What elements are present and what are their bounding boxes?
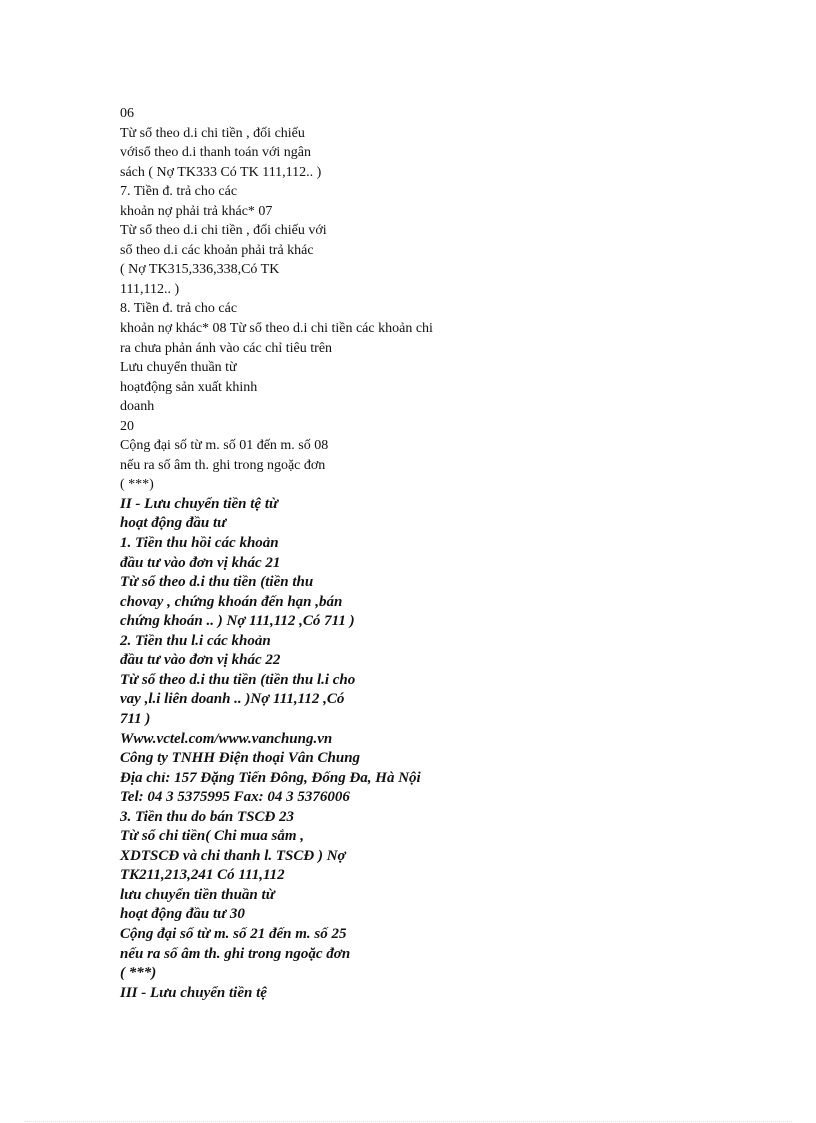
document-line: hoạt động đầu tư 30	[120, 906, 245, 923]
document-line: II - Lưu chuyển tiền tệ từ	[120, 495, 278, 512]
document-line: XDTSCĐ và chi thanh l. TSCĐ ) Nợ	[120, 847, 346, 864]
document-line: Từ sổ chi tiền( Chi mua sắm ,	[120, 828, 305, 845]
document-line: nếu ra số âm th. ghi trong ngoặc đơn	[120, 945, 351, 962]
document-line: 2. Tiền thu l.i các khoản	[120, 632, 271, 649]
document-line: TK211,213,241 Có 111,112	[120, 867, 285, 884]
document-line: đầu tư vào đơn vị khác 22	[120, 652, 281, 669]
document-line: Cộng đại số từ m. số 21 đến m. số 25	[120, 925, 347, 942]
document-line: ( ***)	[120, 477, 154, 493]
document-line: Từ sổ theo d.i chi tiền , đối chiếu	[120, 125, 305, 141]
document-line: ( ***)	[120, 965, 157, 982]
document-line: lưu chuyển tiền thuần từ	[120, 886, 275, 903]
document-line: Địa chỉ: 157 Đặng Tiến Đông, Đống Đa, Hà Nội	[120, 769, 421, 786]
document-line: Cộng đại số từ m. số 01 đến m. số 08	[120, 438, 329, 454]
document-line: hoạt động đầu tư	[120, 515, 227, 532]
document-line: chovay , chứng khoán đến hạn ,bán	[120, 593, 343, 610]
document-line: 3. Tiền thu do bán TSCĐ 23	[120, 808, 295, 825]
document-line: khoản nợ phải trả khác* 07	[120, 203, 273, 219]
document-line: Từ sổ theo d.i chi tiền , đối chiếu với	[120, 223, 327, 239]
document-line: chứng khoán .. ) Nợ 111,112 ,Có 711 )	[120, 613, 355, 630]
document-line: Tel: 04 3 5375995 Fax: 04 3 5376006	[120, 789, 350, 806]
document-line: vớisổ theo d.i thanh toán với ngân	[120, 145, 311, 161]
document-line: ra chưa phản ánh vào các chỉ tiêu trên	[120, 340, 333, 356]
document-line: 111,112.. )	[120, 281, 180, 297]
document-body	[120, 104, 720, 1003]
document-line: 8. Tiền đ. trả cho các	[120, 301, 238, 317]
document-line: Lưu chuyển thuần từ	[120, 360, 237, 376]
document-line: vay ,l.i liên doanh .. )Nợ 111,112 ,Có	[120, 691, 345, 708]
document-line: Www.vctel.com/www.vanchung.vn	[120, 730, 333, 747]
document-line: Từ sổ theo d.i thu tiền (tiền thu l.i cho	[120, 671, 356, 688]
document-line: 1. Tiền thu hồi các khoản	[120, 535, 279, 552]
document-line: Công ty TNHH Điện thoại Vân Chung	[120, 750, 361, 767]
document-line: khoản nợ khác* 08 Từ sổ theo d.i chi tiền các khoản chi	[120, 321, 433, 337]
document-line: 7. Tiền đ. trả cho các	[120, 184, 238, 200]
document-line: 06	[120, 106, 134, 121]
document-line: nếu ra số âm th. ghi trong ngoặc đơn	[120, 457, 326, 473]
document-line: III - Lưu chuyển tiền tệ	[120, 984, 267, 1001]
document-line: sách ( Nợ TK333 Có TK 111,112.. )	[120, 164, 322, 180]
document-line: đầu tư vào đơn vị khác 21	[120, 554, 281, 571]
document-line: sổ theo d.i các khoản phải trả khác	[120, 242, 314, 258]
document-line: 711 )	[120, 710, 151, 727]
document-line: 20	[120, 418, 134, 434]
document-line: hoạtđộng sản xuất khinh	[120, 379, 258, 395]
document-line: ( Nợ TK315,336,338,Có TK	[120, 262, 280, 278]
document-line: Từ sổ theo d.i thu tiền (tiền thu	[120, 574, 314, 591]
page-bottom-divider	[24, 1121, 792, 1122]
document-line: doanh	[120, 399, 155, 415]
